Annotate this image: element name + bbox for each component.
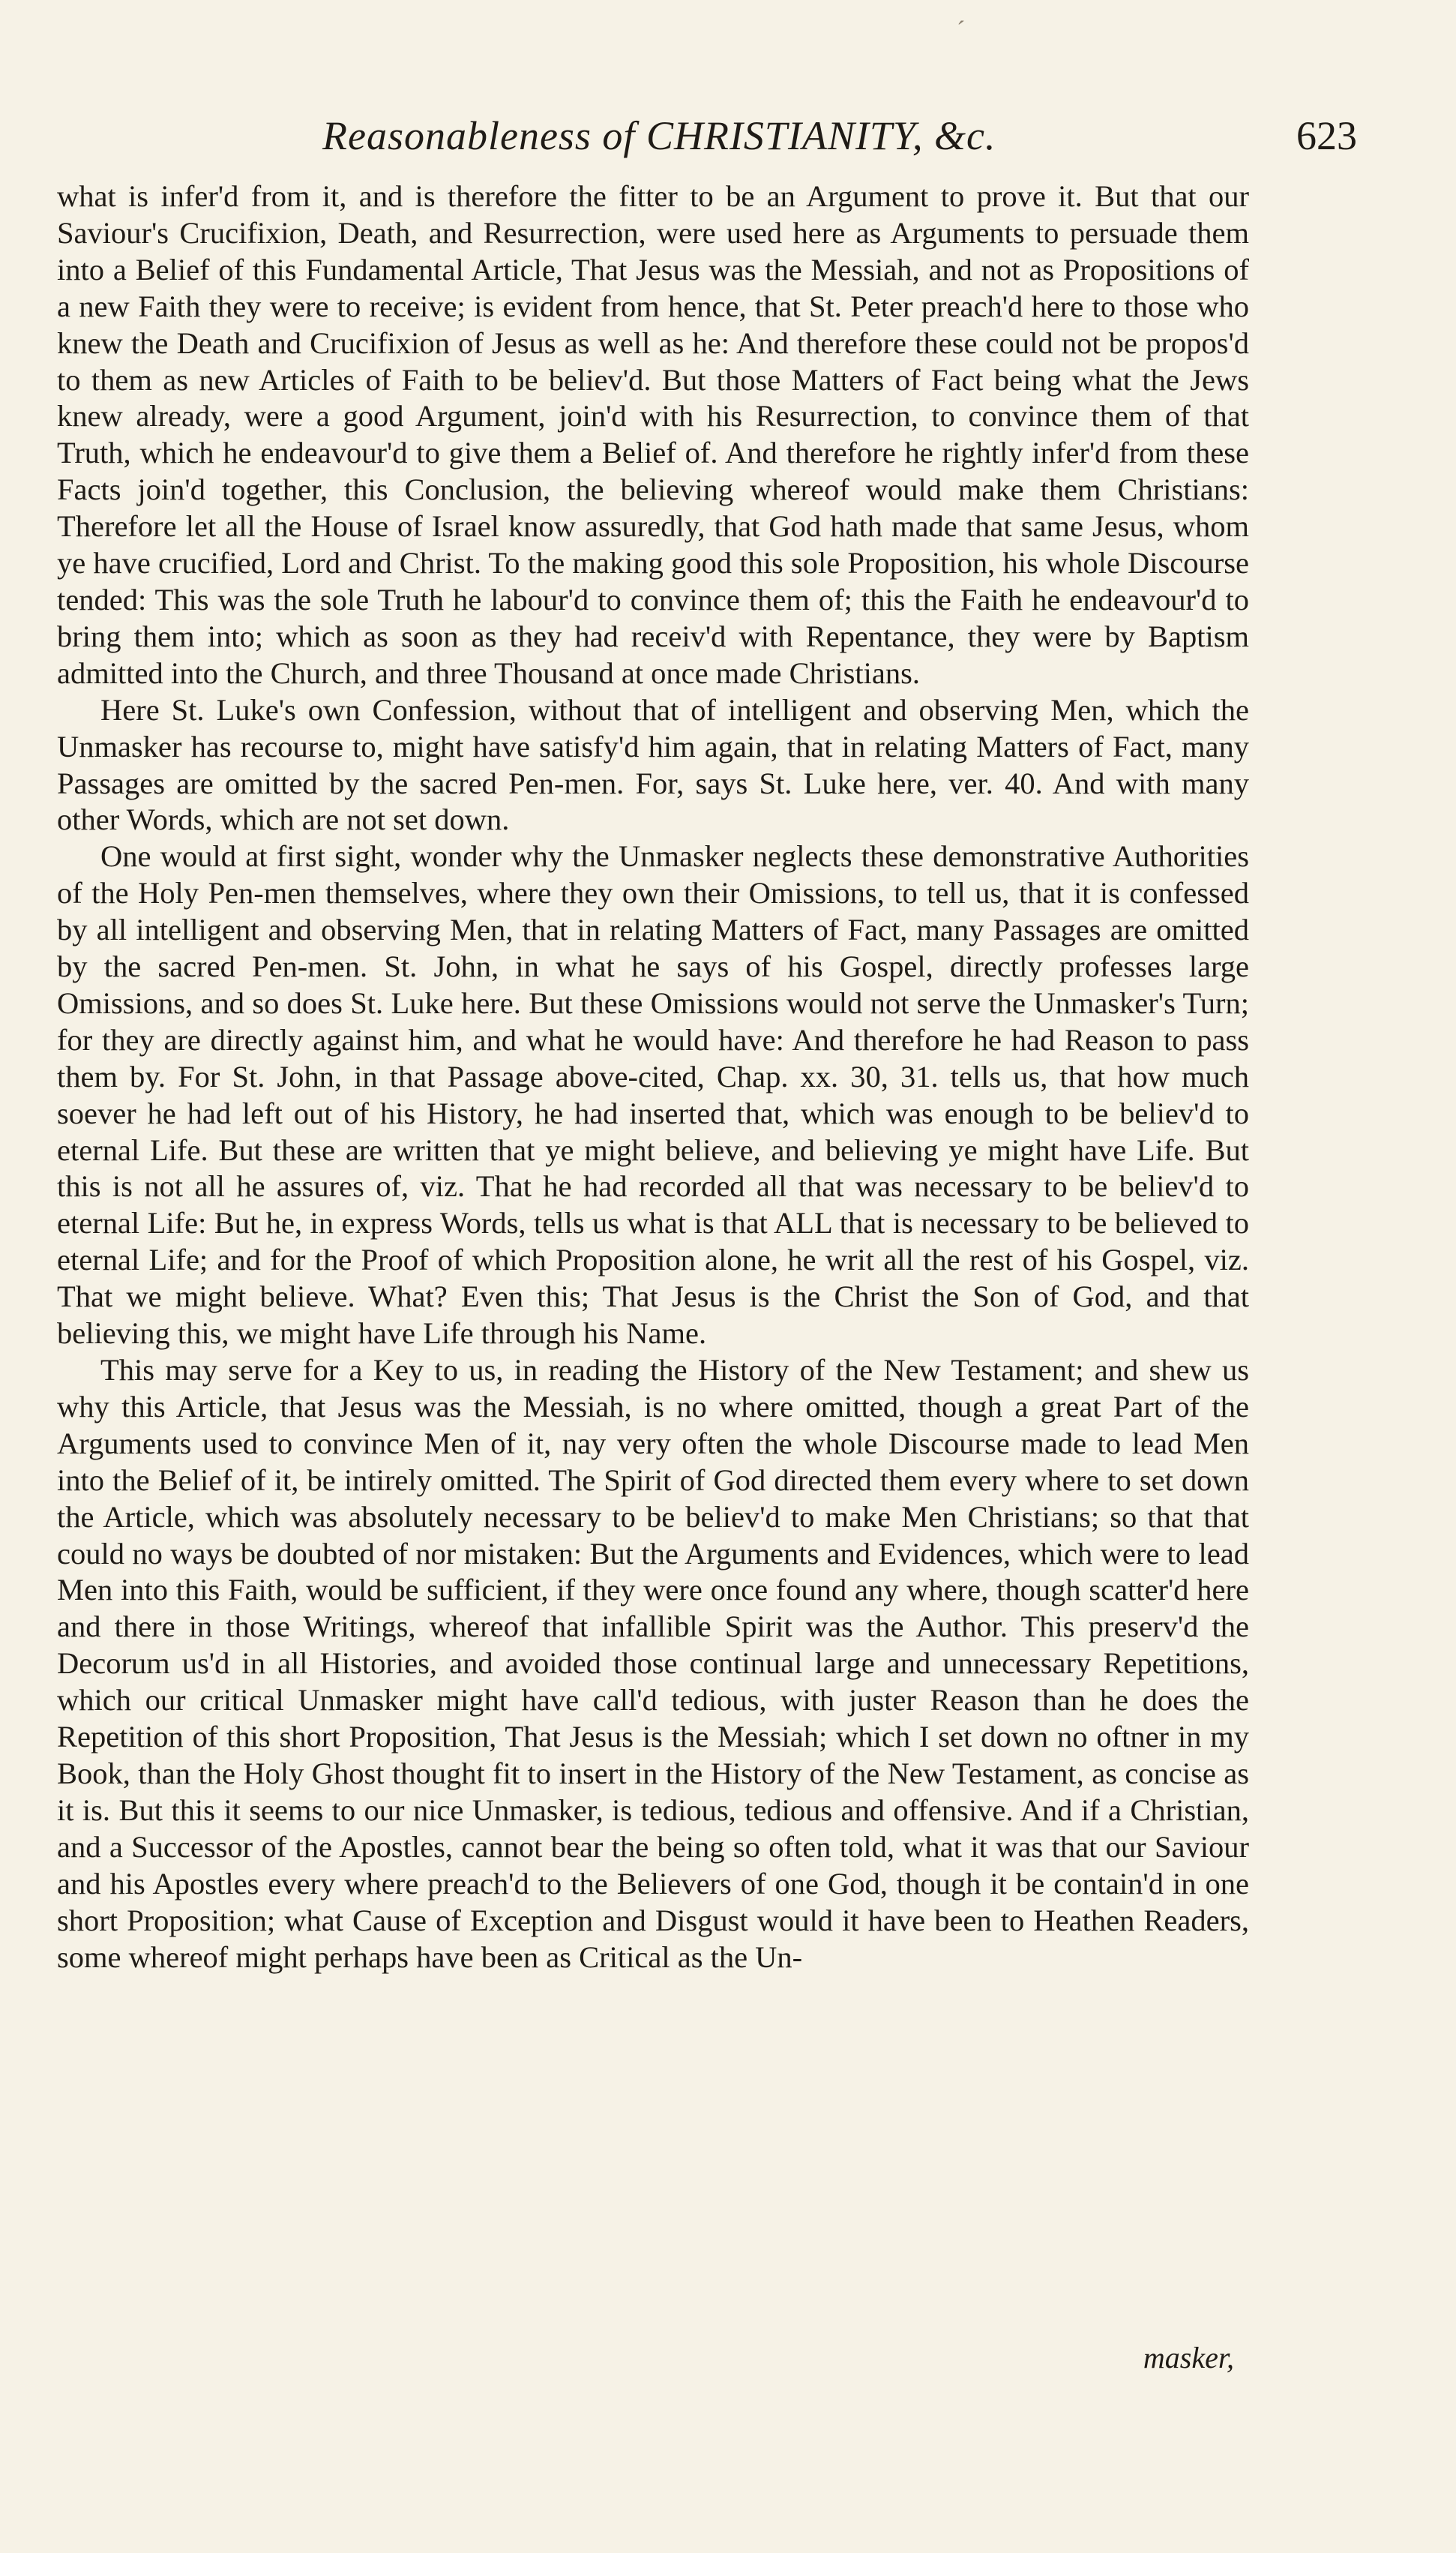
running-title: Reasonableness of CHRISTIANITY, &c. [322, 113, 996, 158]
ink-mark: ˊ [957, 16, 966, 44]
paragraph-3: One would at first sight, wonder why the Unmasker neglects these demonstrative Authorities of the Holy Pen-men themselves, where they own their Omissions, to tell us, that it is confessed by all intelligent and observing Men, that in relating Matters of Fact, many Passages are omitted by the sacred Pen-men. St. John, in what he says of his Gospel, directly professes large Omissions, and so does St. Luke here. But these Omissions would not serve the Unmasker's Turn; for they are directly against him, and what he would have: And therefore he had Reason to pass them by. For St. John, in that Passage above-cited, Chap. xx. 30, 31. tells us, that how much soever he had left out of his History, he had inserted that, which was enough to be believ'd to eternal Life. But these are written that ye might believe, and believing ye might have Life. But this is not all he assures of, viz. That he had recorded all that was necessary to be believ'd to eternal Life: But he, in express Words, tells us what is that ALL that is necessary to be believed to eternal Life; and for the Proof of which Proposition alone, he writ all the rest of his Gospel, viz. That we might believe. What? Even this; That Jesus is the Christ the Son of God, and that believing this, we might have Life through his Name. [57, 839, 1249, 1351]
body-text [57, 178, 1249, 1976]
page-header [322, 112, 1357, 172]
paragraph-1: what is infer'd from it, and is therefore the fitter to be an Argument to prove it. But that our Saviour's Crucifixion, Death, and Resurrection, were used here as Arguments to persuade them into a Belief of this Fundamental Article, That Jesus was the Messiah, and not as Propositions of a new Faith they were to receive; is evident from hence, that St. Peter preach'd here to those who knew the Death and Crucifixion of Jesus as well as he: And therefore these could not be propos'd to them as new Articles of Faith to be believ'd. But those Matters of Fact being what the Jews knew already, were a good Argument, join'd with his Resurrection, to convince them of that Truth, which he endeavour'd to give them a Belief of. And therefore he rightly infer'd from these Facts join'd together, this Conclusion, the believing whereof would make them Christians: Therefore let all the House of Israel know assuredly, that God hath made that same Jesus, whom ye have crucified, Lord and Christ. To the making good this sole Proposition, his whole Discourse tended: This was the sole Truth he labour'd to convince them of; this the Faith he endeavour'd to bring them into; which as soon as they had receiv'd with Repentance, they were by Baptism admitted into the Church, and three Thousand at once made Christians. [57, 179, 1249, 690]
paragraph-2: Here St. Luke's own Confession, without that of intelligent and observing Men, which the Unmasker has recourse to, might have satisfy'd him again, that in relating Matters of Fact, many Passages are omitted by the sacred Pen-men. For, says St. Luke here, ver. 40. And with many other Words, which are not set down. [57, 692, 1249, 837]
paragraph-4: This may serve for a Key to us, in reading the History of the New Testament; and shew us why this Article, that Jesus was the Messiah, is no where omitted, though a great Part of the Arguments used to convince Men of it, nay very often the whole Discourse made to lead Men into the Belief of it, be intirely omitted. The Spirit of God directed them every where to set down the Article, which was absolutely necessary to be believ'd to make Men Christians; so that that could no ways be doubted of nor mistaken: But the Arguments and Evidences, which were to lead Men into this Faith, would be sufficient, if they were once found any where, though scatter'd here and there in those Writings, whereof that infallible Spirit was the Author. This preserv'd the Decorum us'd in all Histories, and avoided those continual large and unnecessary Repetitions, which our critical Unmasker might have call'd tedious, with juster Reason than he does the Repetition of this short Proposition, That Jesus is the Messiah; which I set down no oftner in my Book, than the Holy Ghost thought fit to insert in the History of the New Testament, as concise as it is. But this it seems to our nice Unmasker, is tedious, tedious and offensive. And if a Christian, and a Successor of the Apostles, cannot bear the being so often told, what it was that our Saviour and his Apostles every where preach'd to the Believers of one God, though it be contain'd in one short Proposition; what Cause of Exception and Disgust would it have been to Heathen Readers, some whereof might perhaps have been as Critical as the Un- [57, 1353, 1249, 1974]
catchword: masker, [1143, 2341, 1234, 2374]
page-number: 623 [1296, 113, 1357, 158]
